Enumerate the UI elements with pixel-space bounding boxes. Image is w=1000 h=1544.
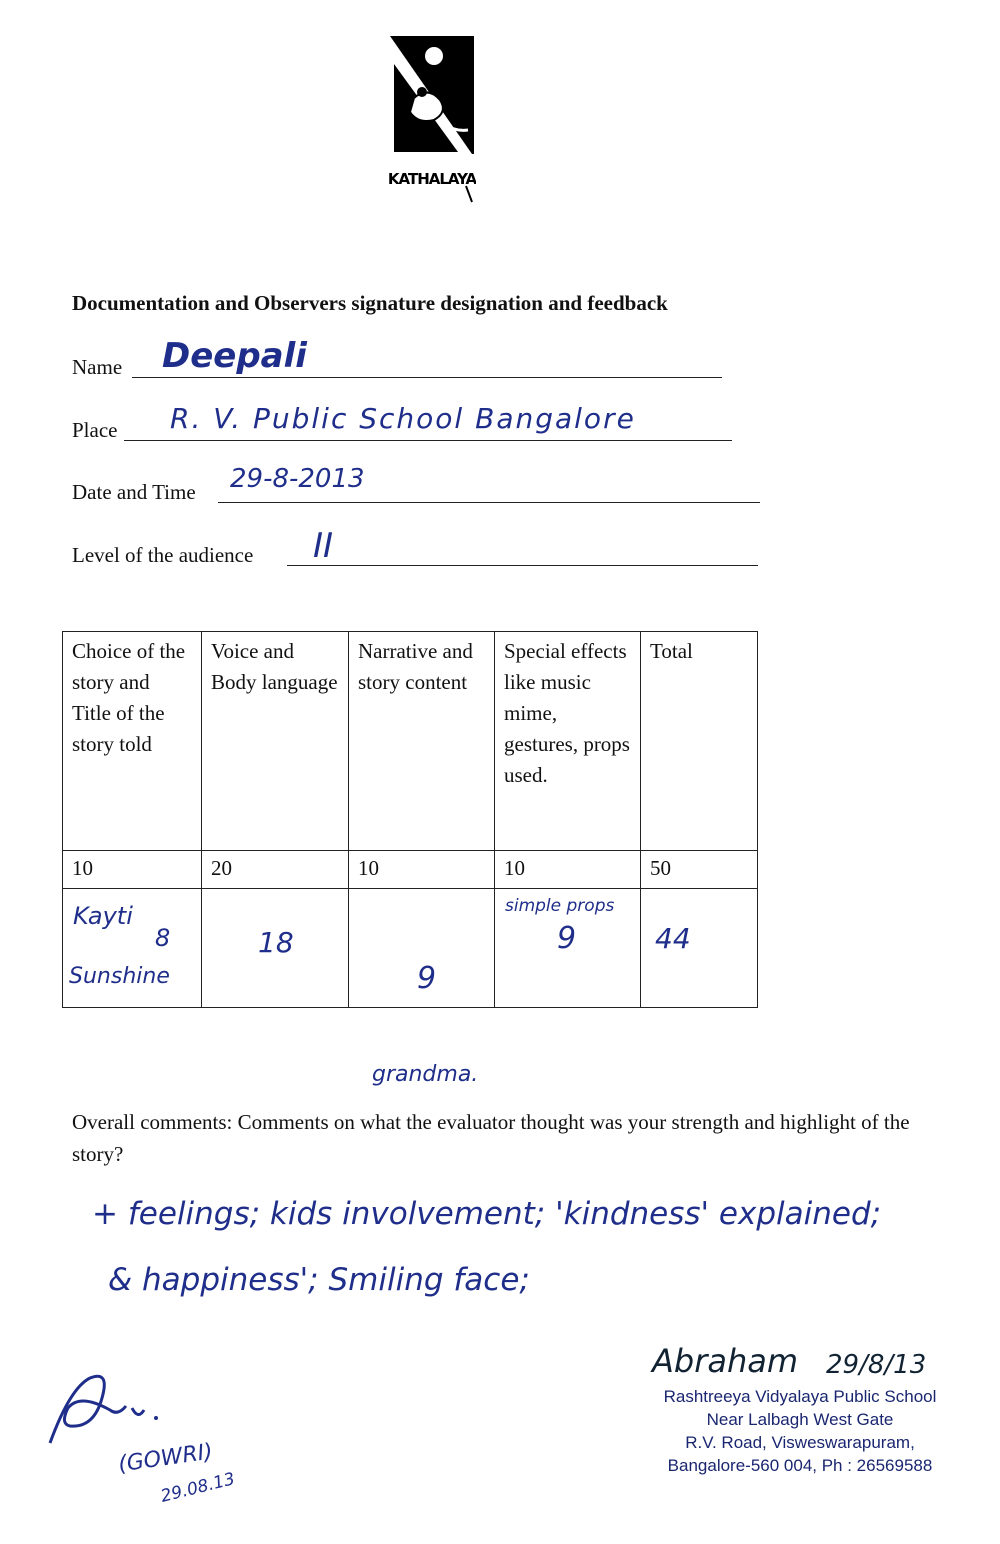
evaluator-date: 29.08.13 <box>158 1469 237 1507</box>
comments-line-1: + feelings; kids involvement; 'kindness' explained; <box>92 1196 882 1232</box>
story-subtitle: Sunshine <box>69 964 170 989</box>
score-effects-cell <box>495 889 641 1008</box>
margin-note: grandma. <box>372 1062 479 1087</box>
place-label: Place <box>72 418 118 442</box>
level-line <box>287 565 758 566</box>
comments-line-2: & happiness'; Smiling face; <box>108 1262 530 1298</box>
name-label: Name <box>72 355 123 379</box>
effects-score: 9 <box>557 921 577 956</box>
date-line <box>218 502 760 503</box>
name-value: Deepali <box>162 336 307 376</box>
max-choice: 10 <box>63 851 202 889</box>
header-voice-body: Voice and Body language <box>202 632 349 851</box>
date-label: Date and Time <box>72 480 196 504</box>
score-narrative-cell <box>349 889 495 1008</box>
table-header-row <box>63 632 758 851</box>
header-choice-of-story: Choice of the story and Title of the story told <box>63 632 202 851</box>
score-choice-cell <box>63 889 202 1008</box>
total-score: 44 <box>655 922 691 955</box>
principal-signature: Abraham <box>652 1342 799 1380</box>
stamp-line-3: R.V. Road, Visweswarapuram, <box>685 1433 915 1452</box>
awarded-score-row <box>63 889 758 1008</box>
max-effects: 10 <box>495 851 641 889</box>
evaluator-name: (GOWRI) <box>116 1439 215 1478</box>
place-line <box>124 440 732 441</box>
level-label: Level of the audience <box>72 543 254 567</box>
form-heading: Documentation and Observers signature designation and feedback <box>72 291 668 315</box>
max-score-row <box>63 851 758 889</box>
comments-prompt: Overall comments: Comments on what the evaluator thought was your strength and highlight of the story? <box>72 1110 910 1166</box>
max-total: 50 <box>641 851 758 889</box>
logo-graphic <box>388 34 476 206</box>
evaluator-signature-scribble <box>40 1348 170 1448</box>
score-table <box>62 631 758 1008</box>
effects-note: simple props <box>505 896 615 916</box>
kathalaya-logo <box>388 34 476 206</box>
date-value: 29-8-2013 <box>230 464 365 494</box>
stamp-line-2: Near Lalbagh West Gate <box>706 1410 894 1429</box>
voice-score: 18 <box>258 926 294 959</box>
story-title: Kayti <box>73 902 133 930</box>
max-narrative: 10 <box>349 851 495 889</box>
story-score: 8 <box>155 924 171 952</box>
name-line <box>132 377 722 378</box>
score-voice-cell <box>202 889 349 1008</box>
stamp-line-1: Rashtreeya Vidyalaya Public School <box>663 1387 937 1406</box>
level-value: II <box>313 526 334 566</box>
stamp-line-4: Bangalore-560 004, Ph : 26569588 <box>667 1456 933 1475</box>
principal-date: 29/8/13 <box>826 1350 927 1380</box>
evaluator-signature <box>40 1348 170 1448</box>
header-total: Total <box>641 632 758 851</box>
max-voice: 20 <box>202 851 349 889</box>
narrative-score: 9 <box>417 961 437 996</box>
header-special-effects: Special effects like music mime, gestures, props used. <box>495 632 641 851</box>
header-narrative: Narrative and story content <box>349 632 495 851</box>
logo-wordmark: KATHALAYA <box>388 170 476 188</box>
place-value: R. V. Public School Bangalore <box>170 402 636 435</box>
school-stamp <box>640 1385 960 1477</box>
score-total-cell <box>641 889 758 1008</box>
